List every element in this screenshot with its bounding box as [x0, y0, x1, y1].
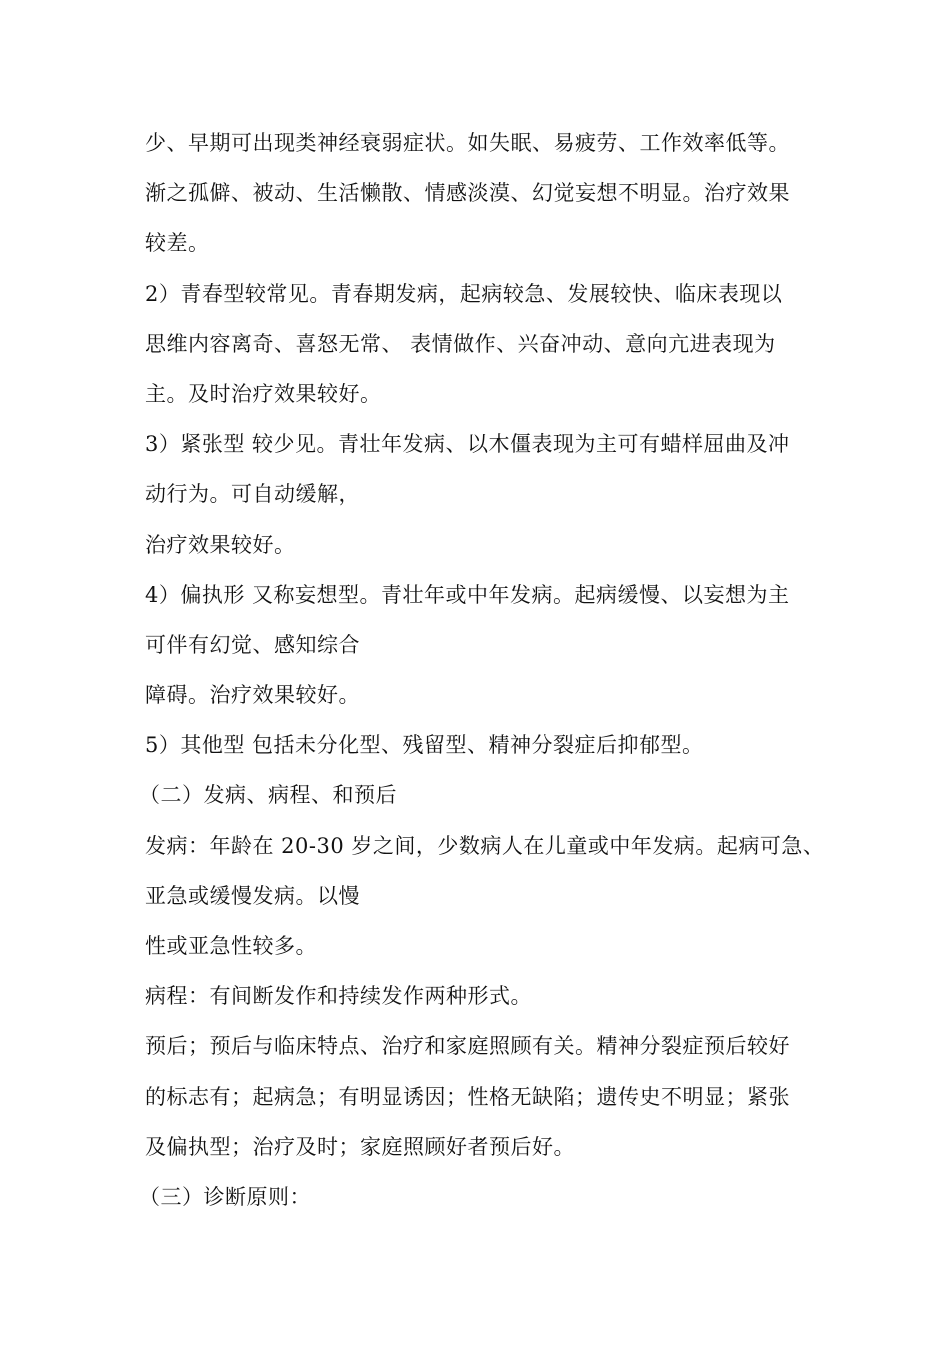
text-line: 性或亚急性较多。 [145, 934, 317, 958]
text-line: 亚急或缓慢发病。以慢 [145, 883, 360, 908]
text-line: 可伴有幻觉、感知综合 [145, 632, 360, 657]
text-line: 主。及时治疗效果较好。 [145, 381, 382, 406]
section-heading: （二）发病、病程、和预后 [139, 783, 397, 808]
text-line: 的标志有；起病急；有明显诱因；性格无缺陷；遗传史不明显；紧张 [145, 1084, 790, 1109]
text-line: 治疗效果较好。 [145, 532, 296, 557]
text-line: 5）其他型 包括未分化型、残留型、精神分裂症后抑郁型。 [145, 733, 704, 758]
text-line: 3）紧张型 较少见。青壮年发病、以木僵表现为主可有蜡样屈曲及冲 [145, 432, 790, 457]
text-line: 动行为。可自动缓解， [145, 482, 360, 507]
text-line: 障碍。治疗效果较好。 [145, 683, 360, 708]
text-line: 思维内容离奇、喜怒无常、 表情做作、兴奋冲动、意向亢进表现为 [145, 331, 776, 356]
text-line: 少、早期可出现类神经衰弱症状。如失眠、易疲劳、工作效率低等。 [145, 131, 790, 155]
text-line: 及偏执型；治疗及时；家庭照顾好者预后好。 [145, 1134, 575, 1159]
text-line: 发病：年龄在 20-30 岁之间，少数病人在儿童或中年发病。起病可急、 [145, 833, 825, 858]
text-line: 病程：有间断发作和持续发作两种形式。 [145, 984, 532, 1009]
section-heading: （三）诊断原则： [139, 1184, 311, 1209]
body-text [139, 118, 825, 1222]
text-line: 渐之孤僻、被动、生活懒散、情感淡漠、幻觉妄想不明显。治疗效果 [145, 181, 790, 206]
text-line: 较差。 [145, 231, 210, 256]
text-line: 2）青春型较常见。青春期发病，起病较急、发展较快、临床表现以 [145, 281, 783, 306]
text-line: 4）偏执形 又称妄想型。青壮年或中年发病。起病缓慢、以妄想为主 [145, 582, 790, 607]
text-line: 预后；预后与临床特点、治疗和家庭照顾有关。精神分裂症预后较好 [145, 1034, 790, 1059]
